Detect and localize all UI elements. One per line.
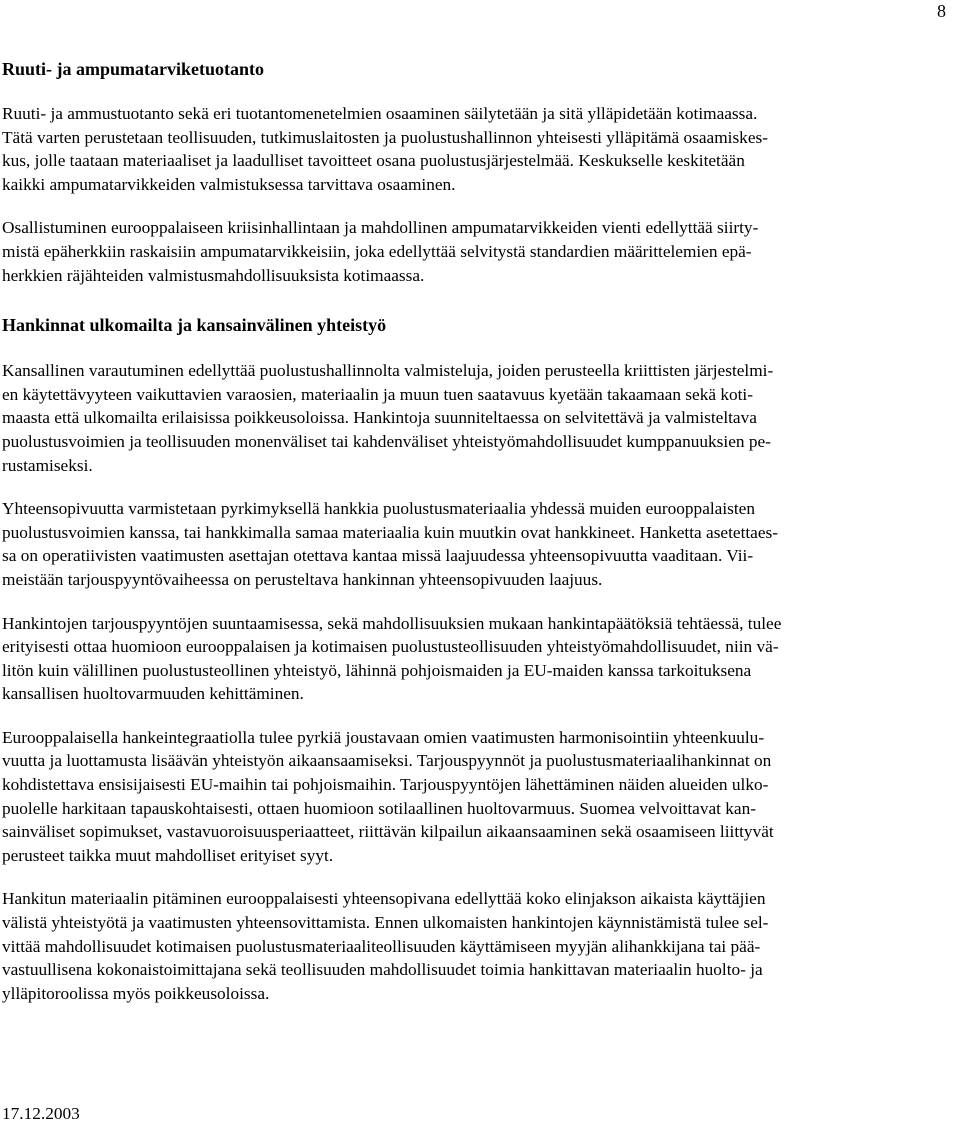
paragraph: Eurooppalaisella hankeintegraatiolla tulee pyrkiä joustavaan omien vaatimusten harmonisointiin yhteenkuulu- vuutta ja luottamusta lisäävän yhteistyön aikaansaamiseksi. Tarjouspyynnöt ja puolustusmateriaalihankinnat on kohdistettava ensisijaisesti EU-maihin tai pohjoismaihin. Tarjouspyyntöjen lähettäminen näiden alueiden ulko- puolelle harkitaan tapauskohtaisesti, ottaen huomioon sotilaallinen huoltovarmuus. Suomea velvoittavat kan- sainväliset sopimukset, vastavuoroisuusperiaatteet, riittävän kilpailun aikaansaaminen sekä osaamiseen liittyvät perusteet taikka muut mahdolliset erityiset syyt.: [2, 727, 774, 865]
section-foreign-procurement: [2, 313, 958, 1005]
paragraph: Hankitun materiaalin pitäminen eurooppalaisesti yhteensopivana edellyttää koko elinjakson aikaista käyttäjien välistä yhteistyötä ja vaatimusten yhteensovittamista. Ennen ulkomaisten hankintojen käynnistämistä tulee sel- vittää mahdollisuudet kotimaisen puolustusmateriaaliteollisuuden käyttämiseen myyjän alihankkijana tai pää- vastuullisena kokonaistoimittajana sekä teollisuuden mahdollisuudet toimia hankittavan materiaalin huolto- ja ylläpitoroolissa myös poikkeusoloissa.: [2, 889, 769, 1003]
document-body: [2, 57, 958, 1025]
section-heading: Ruuti- ja ampumatarviketuotanto: [2, 59, 265, 79]
section-ammunition-production: [2, 57, 958, 287]
page-number: 8: [937, 1, 946, 21]
paragraph: Yhteensopivuutta varmistetaan pyrkimyksellä hankkia puolustusmateriaalia yhdessä muiden eurooppalaisten puolustusvoimien kanssa, tai hankkimalla samaa materiaalia kuin muutkin ovat hankkineet. Hanketta asetettaes- sa on operatiivisten vaatimusten asettajan otettava kantaa missä laajuudessa yhteensopivuutta vaaditaan. Vii- meistään tarjouspyyntövaiheessa on perusteltava hankinnan yhteensopivuuden laajuus.: [2, 499, 778, 589]
section-heading: Hankinnat ulkomailta ja kansainvälinen yhteistyö: [2, 315, 387, 336]
paragraph: Hankintojen tarjouspyyntöjen suuntaamisessa, sekä mahdollisuuksien mukaan hankintapäätöksiä tehtäessä, tulee erityisesti ottaa huomioon eurooppalaisen ja kotimaisen puolustusteollisuuden yhteistyömahdollisuudet, niin vä- litön kuin välillinen puolustusteollinen yhteistyö, lähinnä pohjoismaiden ja EU-maiden kanssa tarkoituksena kansallisen huoltovarmuuden kehittäminen.: [2, 613, 782, 704]
paragraph: Osallistuminen eurooppalaiseen kriisinhallintaan ja mahdollinen ampumatarvikkeiden vienti edellyttää siirty- mistä epäherkkiin raskaisiin ampumatarvikkeisiin, joka edellyttää selvitystä standardien määrittelemien epä- herkkien räjähteiden valmistusmahdollisuuksista kotimaassa.: [2, 218, 759, 285]
paragraph: Kansallinen varautuminen edellyttää puolustushallinnolta valmisteluja, joiden perusteella kriittisten järjestelmi- en käytettävyyteen vaikuttavien varaosien, materiaalin ja muun tuen saatavuus kyetään takaamaan sekä koti- maasta että ulkomailta erilaisissa poikkeusoloissa. Hankintoja suunniteltaessa on selvitettävä ja valmisteltava puolustusvoimien ja teollisuuden monenväliset tai kahdenväliset yhteistyömahdollisuudet kumppanuuksien pe- rustamiseksi.: [2, 361, 774, 475]
paragraph: Ruuti- ja ammustuotanto sekä eri tuotantomenetelmien osaaminen säilytetään ja sitä ylläpidetään kotimaassa. Tätä varten perustetaan teollisuuden, tutkimuslaitosten ja puolustushallinnon yhteisesti ylläpitämä osaamiskes- kus, jolle taataan materiaaliset ja laadulliset tavoitteet osana puolustusjärjestelmää. Keskukselle keskitetään kaikki ampumatarvikkeiden valmistuksessa tarvittava osaaminen.: [2, 104, 768, 194]
footer-date: 17.12.2003: [2, 1104, 80, 1123]
